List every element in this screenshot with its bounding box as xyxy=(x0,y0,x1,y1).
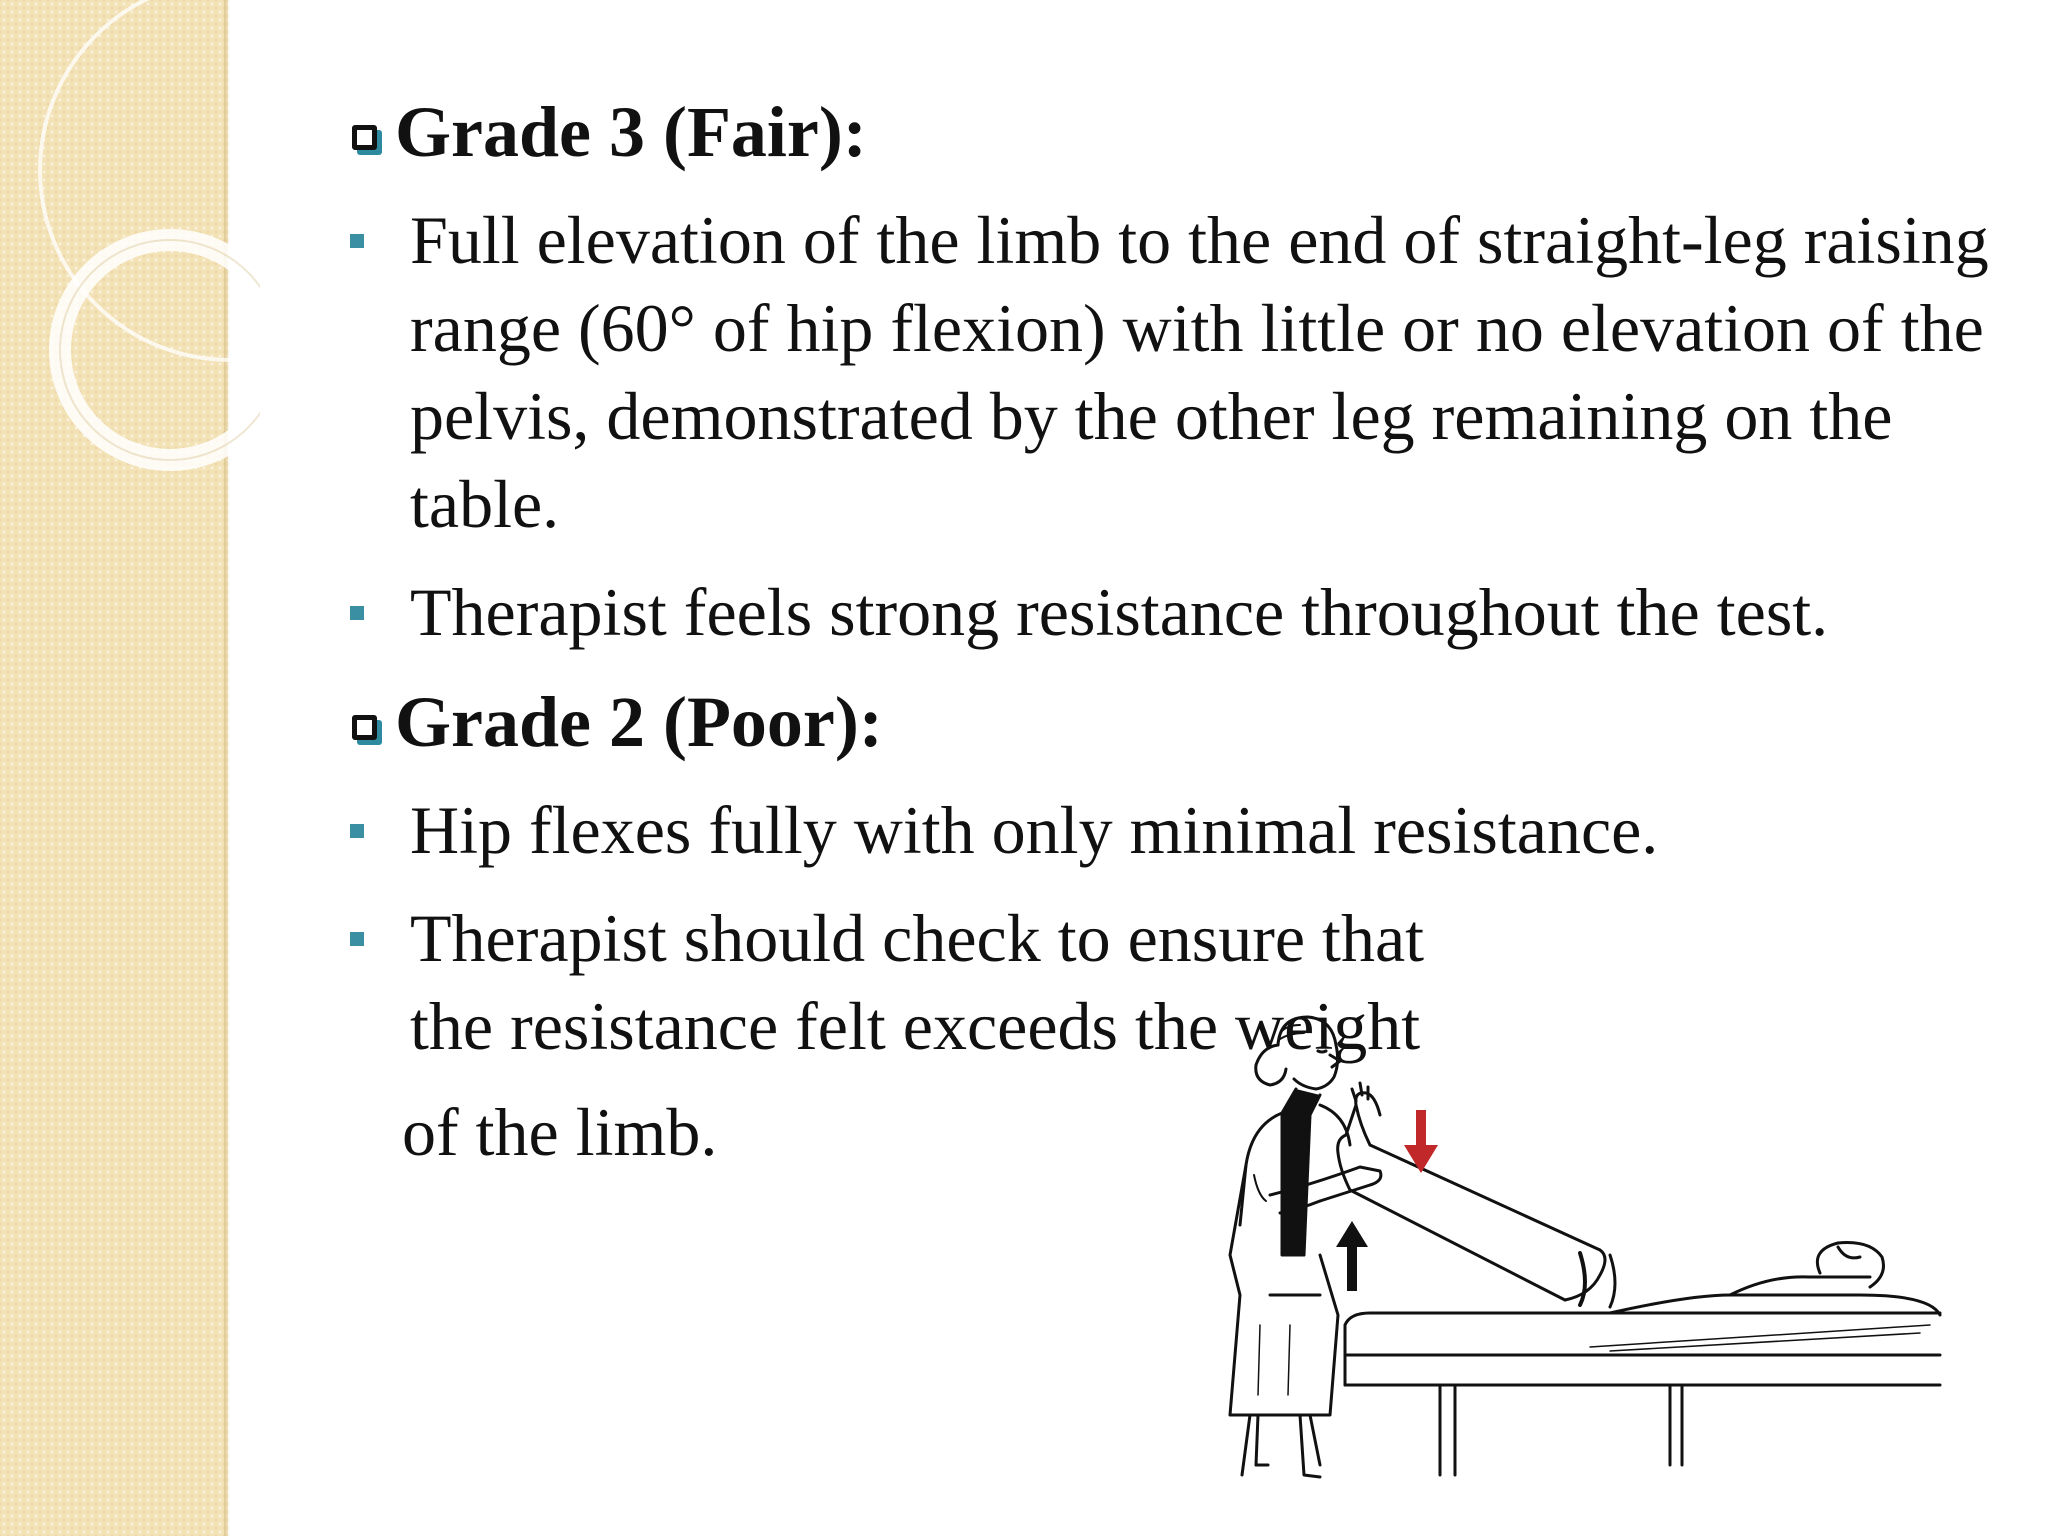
lift-arrow-up-icon xyxy=(1336,1221,1368,1291)
grade3-heading-text: Grade 3 (Fair): xyxy=(395,92,867,172)
list-item-text: Therapist feels strong resistance throughout the test. xyxy=(410,574,1829,650)
therapist-testing-hip-flexion-illustration xyxy=(1170,995,1950,1495)
list-item-text: Full elevation of the limb to the end of straight-leg raising range (60° of hip flexion) with little or no elevation of the pelvis, demonstrated by the other leg remaining on the table. xyxy=(410,202,1989,542)
list-item-text: Therapist should check to ensure that the resistance felt exceeds the weight xyxy=(410,900,1425,1064)
square-bullet-icon xyxy=(350,932,364,946)
grade2-heading xyxy=(352,682,883,762)
checkbox-bullet-icon xyxy=(352,715,377,740)
continuation-text: of the limb. xyxy=(402,1094,718,1170)
list-item-text: Hip flexes fully with only minimal resistance. xyxy=(410,792,1659,868)
list-item xyxy=(350,196,2010,548)
grade3-heading xyxy=(352,92,867,172)
list-item xyxy=(350,568,2010,656)
square-bullet-icon xyxy=(350,606,364,620)
checkbox-bullet-icon xyxy=(352,125,377,150)
decorative-rings-icon xyxy=(0,0,260,520)
square-bullet-icon xyxy=(350,824,364,838)
square-bullet-icon xyxy=(350,234,364,248)
grade2-heading-text: Grade 2 (Poor): xyxy=(395,682,883,762)
list-item xyxy=(350,786,2010,874)
